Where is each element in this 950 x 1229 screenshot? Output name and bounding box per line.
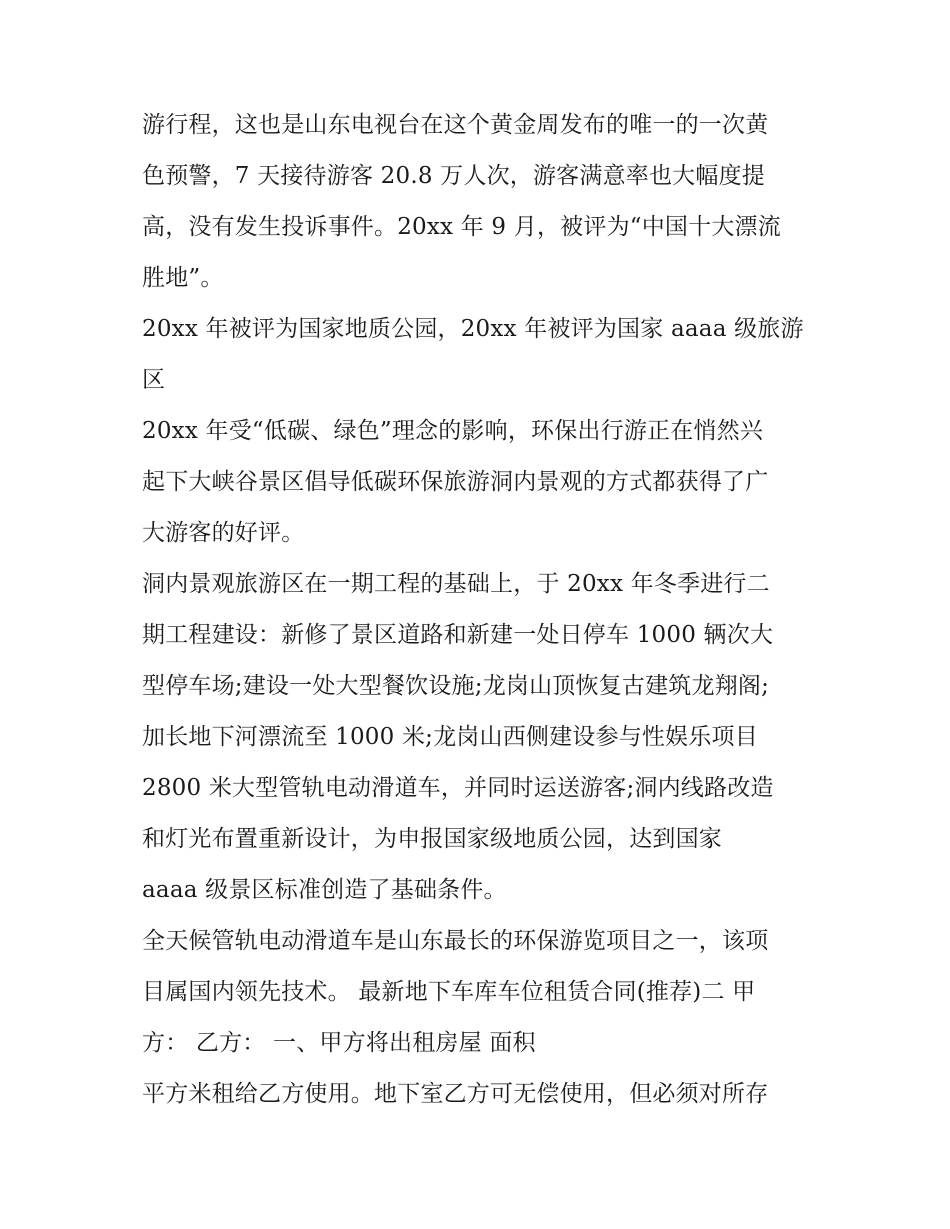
text-line: 型停车场;建设一处大型餐饮设施;龙岗山顶恢复古建筑龙翔阁; <box>142 673 770 699</box>
text-line: 区 <box>142 367 166 393</box>
text-line: 20xx 年被评为国家地质公园，20xx 年被评为国家 aaaa 级旅游 <box>142 316 804 342</box>
text-line: 胜地”。 <box>142 265 224 291</box>
text-line: 色预警，7 天接待游客 20.8 万人次，游客满意率也大幅度提 <box>142 163 765 189</box>
text-line: 起下大峡谷景区倡导低碳环保旅游洞内景观的方式都获得了广 <box>142 469 769 495</box>
text-line: 方： 乙方： 一、甲方将出租房屋 面积 <box>142 1030 536 1056</box>
text-line: 2800 米大型管轨电动滑道车，并同时运送游客;洞内线路改造 <box>142 775 774 801</box>
text-line: aaaa 级景区标准创造了基础条件。 <box>142 877 507 903</box>
text-line: 20xx 年受“低碳、绿色”理念的影响，环保出行游正在悄然兴 <box>142 418 764 444</box>
text-line: 平方米租给乙方使用。地下室乙方可无偿使用，但必须对所存 <box>142 1081 769 1107</box>
text-line: 大游客的好评。 <box>142 520 305 546</box>
document-body <box>142 100 822 1120</box>
text-line: 和灯光布置重新设计，为申报国家级地质公园，达到国家 <box>142 826 722 852</box>
text-line: 游行程，这也是山东电视台在这个黄金周发布的唯一的一次黄 <box>142 112 769 138</box>
text-line: 高，没有发生投诉事件。20xx 年 9 月，被评为“中国十大漂流 <box>142 214 781 240</box>
text-line: 加长地下河漂流至 1000 米;龙岗山西侧建设参与性娱乐项目 <box>142 724 758 750</box>
text-line: 目属国内领先技术。 最新地下车库车位租赁合同(推荐)二 甲 <box>142 979 756 1005</box>
text-line: 洞内景观旅游区在一期工程的基础上，于 20xx 年冬季进行二 <box>142 571 770 597</box>
text-line: 全天候管轨电动滑道车是山东最长的环保游览项目之一，该项 <box>142 928 769 954</box>
text-line: 期工程建设：新修了景区道路和新建一处日停车 1000 辆次大 <box>142 622 774 648</box>
